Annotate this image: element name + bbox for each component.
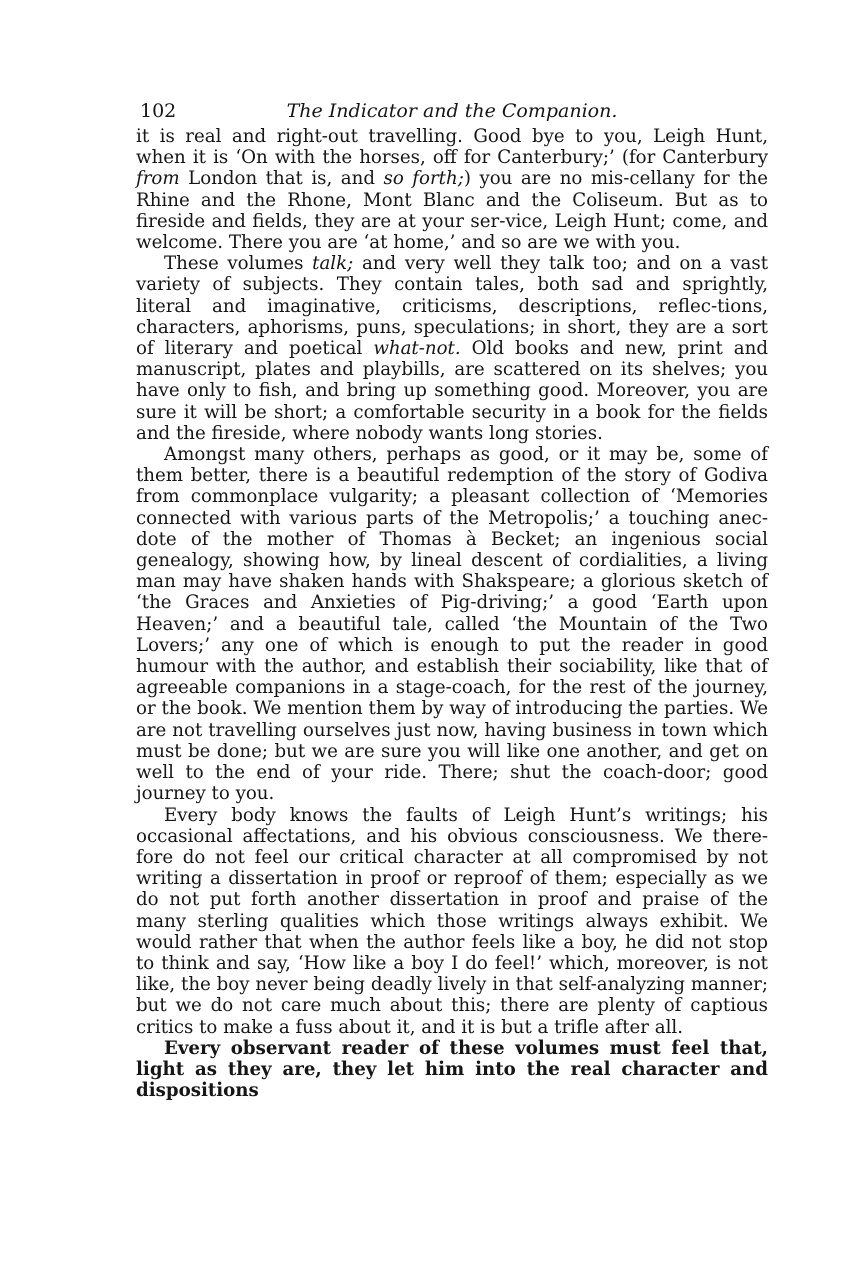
text-run: London that is, and — [179, 168, 384, 190]
paragraph-continued — [136, 126, 768, 253]
text-run: and very well they talk too; and on a vast variety of subjects. They contain tales, both sad and sprightly, literal and imaginative, criticisms, descriptions, reflec-tions, characters, aphorisms, puns, speculations; in short, they are a sort of literary and poetical — [136, 253, 768, 360]
text-run: it is real and right-out travelling. Good bye to you, Leigh Hunt, when it is ‘On with the horses, off for Canterbury;’ (for Canterbury — [136, 126, 768, 169]
running-head — [136, 96, 768, 126]
text-run: Amongst many others, perhaps as good, or it may be, some of them better, there is a beautiful redemption of the story of Godiva from commonplace vulgarity; a pleasant collection of ‘Memories connected with various parts of the Metropolis;’ a touching anec-dote of the mother of Thomas à Becket; an ingenious social genealogy, showing how, by lineal descent of cordialities, a living man may have shaken hands with Shakspeare; a glorious sketch of ‘the Graces and Anxieties of Pig-driving;’ a good ‘Earth upon Heaven;’ and a beautiful tale, called ‘the Mountain of the Two Lovers;’ any one of which is enough to put the reader in good humour with the author, and establish their sociability, like that of agreeable companions in a stage-coach, for the rest of the journey, or the book. We mention them by way of introducing the parties. We are not travelling ourselves just now, having business in town which must be done; but we are sure you will like one another, and get on well to the end of your ride. There; shut the coach-door; good journey to you. — [136, 444, 768, 805]
text-run: Every body knows the faults of Leigh Hunt’s writings; his occasional affectations, and his obvious consciousness. We there-fore do not feel our critical character at all compromised by not writing a dissertation in proof or reproof of them; especially as we do not put forth another dissertation in proof and praise of the many sterling qualities which those writings always exhibit. We would rather that when the author feels like a boy, he did not stop to think and say, ‘How like a boy I do feel!’ which, moreover, is not like, the boy never being deadly lively in that self-analyzing manner; but we do not care much about this; there are plenty of captious critics to make a fuss about it, and it is but a trifle after all. — [136, 804, 768, 1038]
paragraph-faults — [136, 805, 768, 1038]
paragraph-observant-reader — [136, 1038, 768, 1102]
text-run-italic: talk; — [312, 253, 354, 275]
body-text — [136, 126, 768, 1101]
text-run: These volumes — [164, 253, 313, 275]
text-run: Old books and new, print and manuscript, plates and playbills, are scattered on its shelves; you have only to fish, and bring up something good. Moreover, you are sure it will be short; a comfortable security in a book for the fields and the fireside, where nobody wants long stories. — [136, 338, 768, 444]
text-run: Every observant reader of these volumes must feel that, light as they are, they let him into the real character and dispositions — [136, 1037, 768, 1102]
text-run-italic: so forth; — [383, 168, 464, 190]
paragraph-amongst-many — [136, 444, 768, 804]
page-number: 102 — [140, 100, 177, 122]
text-run: ) you are no mis-cellany for the Rhine and the Rhone, Mont Blanc and the Coliseum. But as to fireside and fields, they are at your ser-vice, Leigh Hunt; come, and welcome. There you are ‘at home,’ and so are we with you. — [136, 168, 768, 254]
text-run-italic: from — [136, 168, 180, 190]
book-page — [136, 96, 768, 1101]
running-title: The Indicator and the Companion. — [286, 100, 618, 122]
text-run-italic: what-not. — [373, 338, 461, 360]
paragraph-volumes-talk — [136, 253, 768, 444]
